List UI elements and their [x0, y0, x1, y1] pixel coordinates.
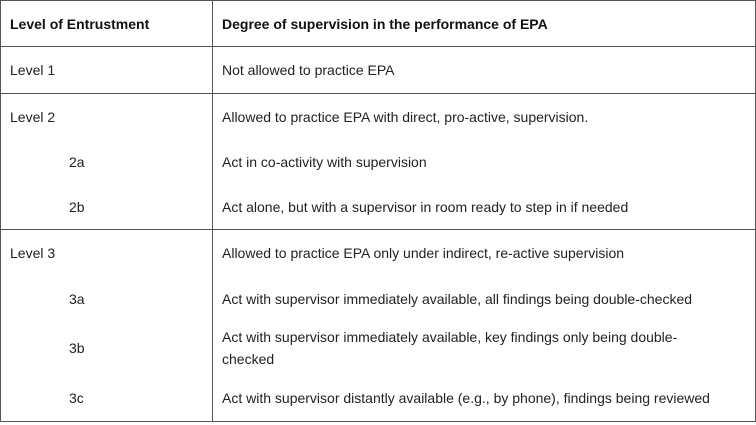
header-degree-of-supervision: Degree of supervision in the performance of EPA — [213, 1, 756, 47]
level-cell: Level 1 — [1, 47, 213, 94]
level-cell: Level 2 — [1, 94, 213, 140]
description-cell: Not allowed to practice EPA — [213, 47, 756, 94]
table-row — [1, 321, 756, 375]
sublevel-cell: 2b — [1, 184, 213, 230]
description-cell: Act with supervisor distantly available (e.g., by phone), findings being reviewed — [213, 375, 756, 422]
table-row — [1, 94, 756, 140]
table-row — [1, 184, 756, 230]
sublevel-cell: 2a — [1, 139, 213, 184]
header-level-of-entrustment: Level of Entrustment — [1, 1, 213, 47]
description-cell: Act with supervisor immediately available, key findings only being double-checked — [213, 321, 756, 375]
table-row — [1, 276, 756, 321]
sublevel-cell: 3a — [1, 276, 213, 321]
table-row — [1, 139, 756, 184]
description-cell: Act in co-activity with supervision — [213, 139, 756, 184]
description-cell: Allowed to practice EPA only under indirect, re-active supervision — [213, 230, 756, 277]
table-row — [1, 230, 756, 277]
level-cell: Level 3 — [1, 230, 213, 277]
table-row — [1, 47, 756, 94]
header-row — [1, 1, 756, 47]
sublevel-cell: 3c — [1, 375, 213, 422]
description-cell: Act alone, but with a supervisor in room ready to step in if needed — [213, 184, 756, 230]
description-cell: Allowed to practice EPA with direct, pro-active, supervision. — [213, 94, 756, 140]
table-row — [1, 375, 756, 422]
description-cell: Act with supervisor immediately available, all findings being double-checked — [213, 276, 756, 321]
sublevel-cell: 3b — [1, 321, 213, 375]
